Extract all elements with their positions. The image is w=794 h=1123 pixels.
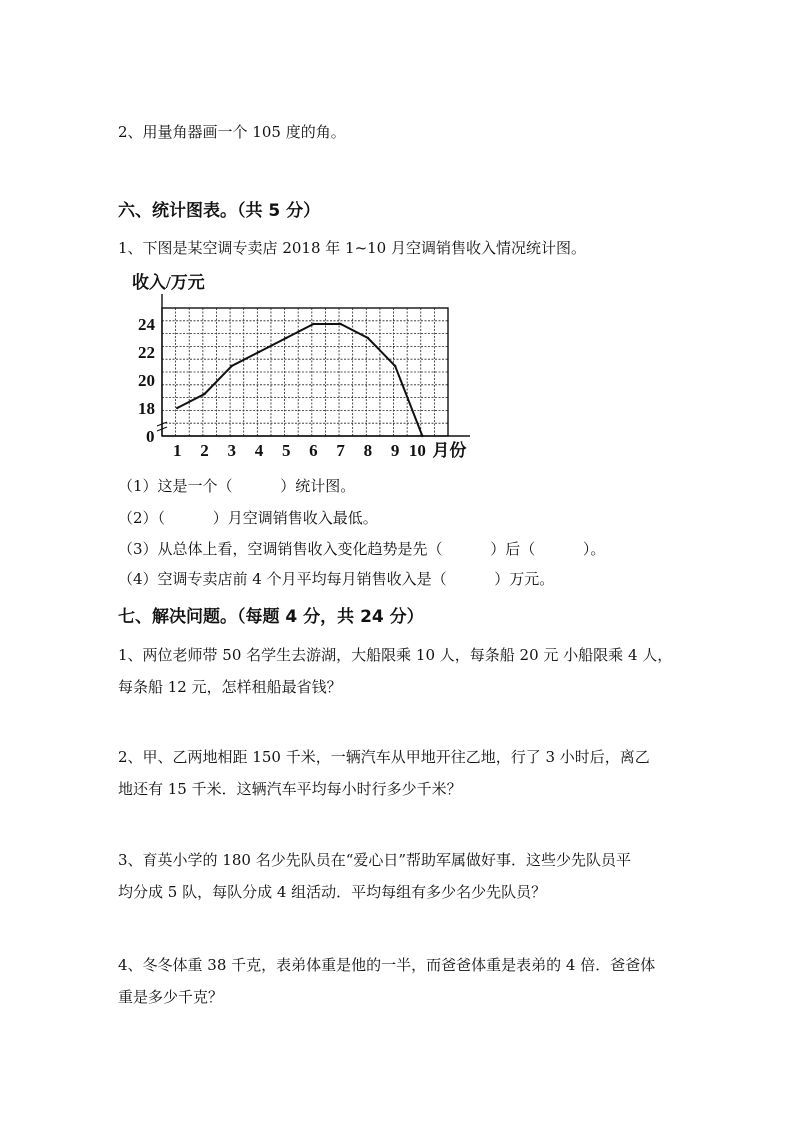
data-point (176, 407, 178, 409)
data-point (258, 351, 260, 353)
x-tick-label: 2 (200, 441, 209, 460)
x-tick-label: 4 (254, 441, 264, 460)
x-tick-label: 1 (172, 441, 182, 460)
problem-3-line-1: 3、育英小学的 180 名少先队员在“爱心日”帮助军属做好事．这些少先队员平 (118, 851, 632, 869)
sub-question-2: （2）（ ）月空调销售收入最低。 (118, 509, 378, 527)
chart-axes (157, 294, 470, 436)
sub-question-3: （3）从总体上看，空调销售收入变化趋势是先（ ）后（ ）。 (118, 540, 606, 558)
y-tick-label: 22 (138, 343, 155, 362)
data-point (339, 323, 341, 325)
data-point (421, 435, 423, 437)
sub-question-1: （1）这是一个（ ）统计图。 (118, 477, 356, 495)
data-point (312, 323, 314, 325)
y-tick-label: 24 (138, 315, 155, 334)
problem-4-line-2: 重是多少千克？ (118, 988, 224, 1006)
x-tick-label: 10 (408, 441, 426, 460)
y-tick-label: 20 (138, 371, 155, 390)
line-chart (128, 268, 498, 464)
y-axis-label: 收入/万元 (132, 273, 205, 292)
problem-3-line-2: 均分成 5 队，每队分成 4 组活动．平均每组有多少名少先队员？ (118, 883, 547, 901)
sales-income-line (177, 324, 422, 436)
data-point (285, 337, 287, 339)
x-axis-label: 月份 (432, 441, 467, 460)
question-protractor: 2、用量角器画一个 105 度的角。 (118, 123, 346, 141)
section-6-heading: 六、统计图表。（共 5 分） (118, 201, 321, 221)
chart-question-intro: 1、下图是某空调专卖店 2018 年 1~10 月空调销售收入情况统计图。 (118, 239, 586, 257)
x-tick-label: 6 (309, 441, 318, 460)
data-point (367, 337, 369, 339)
chart-grid (162, 308, 448, 436)
problem-4-line-1: 4、冬冬体重 38 千克，表弟体重是他的一半，而爸爸体重是表弟的 4 倍．爸爸体 (118, 956, 656, 974)
x-tick-label: 9 (390, 441, 400, 460)
problem-2-line-1: 2、甲、乙两地相距 150 千米，一辆汽车从甲地开往乙地，行了 3 小时后，离乙 (118, 748, 650, 766)
chart-tick-labels (138, 315, 466, 460)
data-point (203, 393, 205, 395)
data-point (231, 365, 233, 367)
data-point (394, 365, 396, 367)
problem-1-line-2: 每条船 12 元，怎样租船最省钱？ (118, 678, 342, 696)
x-tick-label: 5 (281, 441, 291, 460)
x-tick-label: 8 (363, 441, 373, 460)
sub-question-4: （4）空调专卖店前 4 个月平均每月销售收入是（ ）万元。 (118, 570, 555, 588)
x-tick-label: 3 (227, 441, 236, 460)
x-tick-label: 7 (336, 441, 345, 460)
problem-2-line-2: 地还有 15 千米．这辆汽车平均每小时行多少千米？ (118, 780, 462, 798)
y-tick-label: 18 (138, 399, 155, 418)
problem-1-line-1: 1、两位老师带 50 名学生去游湖，大船限乘 10 人，每条船 20 元 小船限乘 4 人， (118, 646, 673, 664)
section-7-heading: 七、解决问题。（每题 4 分，共 24 分） (118, 607, 424, 627)
chart-series (176, 323, 424, 437)
y-tick-label: 0 (146, 427, 155, 446)
